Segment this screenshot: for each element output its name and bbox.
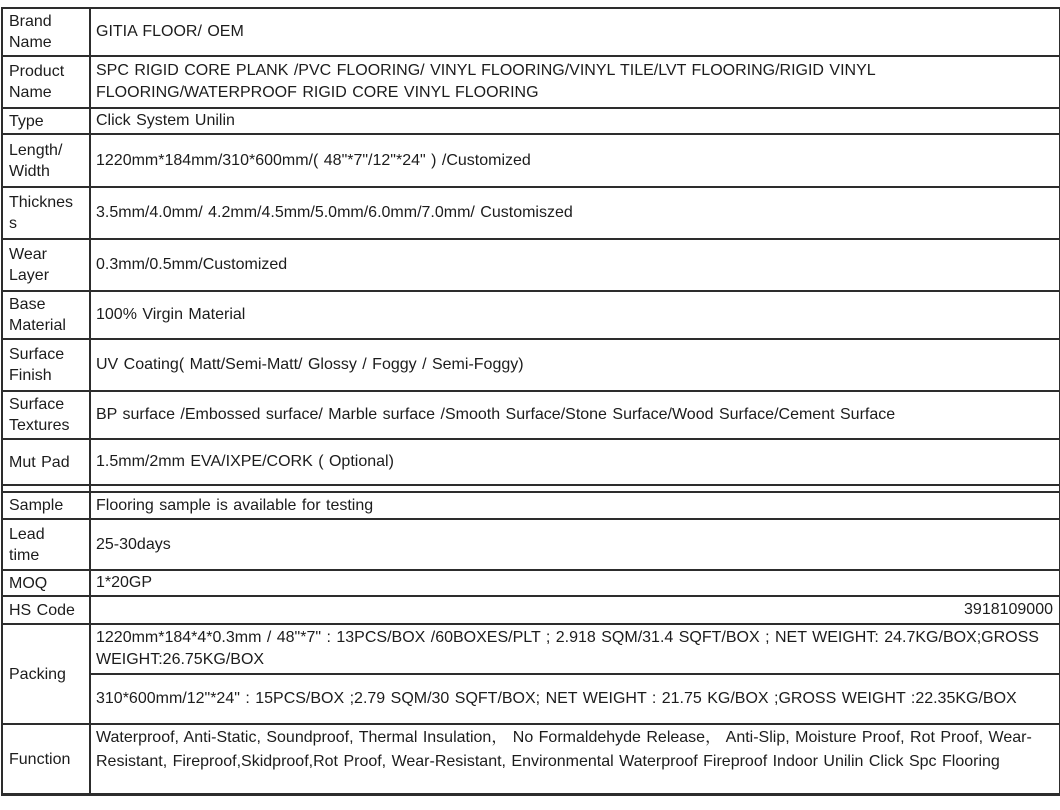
row-value-type: Click System Unilin (90, 108, 1060, 134)
table-row (2, 339, 1060, 391)
table-row (2, 8, 1060, 56)
row-label-sample: Sample (2, 492, 90, 519)
row-value-base-material: 100% Virgin Material (90, 291, 1060, 339)
table-row (2, 570, 1060, 596)
row-label-hs-code: HS Code (2, 596, 90, 624)
table-row (2, 519, 1060, 570)
table-row (2, 56, 1060, 108)
table-row (2, 674, 1060, 724)
gap-cell (90, 485, 1060, 492)
row-label-moq: MOQ (2, 570, 90, 596)
row-value-thickness: 3.5mm/4.0mm/ 4.2mm/4.5mm/5.0mm/6.0mm/7.0mm/ Customiszed (90, 187, 1060, 239)
gap-cell (2, 485, 90, 492)
row-label-brand-name: Brand Name (2, 8, 90, 56)
table-row (2, 239, 1060, 291)
row-value-surface-textures: BP surface /Embossed surface/ Marble surface /Smooth Surface/Stone Surface/Wood Surface/Cement Surface (90, 391, 1060, 439)
row-value-function (90, 724, 1060, 795)
table-row (2, 291, 1060, 339)
row-label-lead-time: Lead time (2, 519, 90, 570)
table-row (2, 108, 1060, 134)
row-value-sample: Flooring sample is available for testing (90, 492, 1060, 519)
table-row (2, 391, 1060, 439)
table-row (2, 724, 1060, 795)
table-row (2, 624, 1060, 674)
table-row (2, 134, 1060, 187)
table-row (2, 596, 1060, 624)
table-row (2, 439, 1060, 485)
row-value-product-name: SPC RIGID CORE PLANK /PVC FLOORING/ VINYL FLOORING/VINYL TILE/LVT FLOORING/RIGID VINYL FLOORING/WATERPROOF RIGID CORE VINYL FLOORING (90, 56, 1060, 108)
row-value-packing-line2: 310*600mm/12"*24" : 15PCS/BOX ;2.79 SQM/30 SQFT/BOX; NET WEIGHT : 21.75 KG/BOX ;GROSS WEIGHT :22.35KG/BOX (90, 674, 1060, 724)
row-value-mut-pad: 1.5mm/2mm EVA/IXPE/CORK ( Optional) (90, 439, 1060, 485)
row-label-length-width: Length/Width (2, 134, 90, 187)
row-label-wear-layer: Wear Layer (2, 239, 90, 291)
row-label-surface-textures: Surface Textures (2, 391, 90, 439)
row-value-moq: 1*20GP (90, 570, 1060, 596)
spec-table (1, 7, 1060, 796)
row-label-type: Type (2, 108, 90, 134)
row-label-base-material: Base Material (2, 291, 90, 339)
function-text: Waterproof, Anti-Static, Soundproof, Thermal Insulation， No Formaldehyde Release， Anti-Slip, Moisture Proof, Rot Proof, Wear-Resistant, Fireproof,Skidproof,Rot Proof, Wear-Resistant, Environmental Waterproof Fireproof Indoor Unilin Click Spc Flooring (96, 729, 1032, 770)
table-row (2, 187, 1060, 239)
row-value-surface-finish: UV Coating( Matt/Semi-Matt/ Glossy / Foggy / Semi-Foggy) (90, 339, 1060, 391)
row-value-lead-time: 25-30days (90, 519, 1060, 570)
row-label-packing: Packing (2, 624, 90, 724)
row-label-mut-pad: Mut Pad (2, 439, 90, 485)
row-label-surface-finish: Surface Finish (2, 339, 90, 391)
row-value-hs-code: 3918109000 (90, 596, 1060, 624)
row-value-wear-layer: 0.3mm/0.5mm/Customized (90, 239, 1060, 291)
row-value-length-width: 1220mm*184mm/310*600mm/( 48"*7"/12"*24" ) /Customized (90, 134, 1060, 187)
row-label-thickness: Thickness (2, 187, 90, 239)
table-divider-gap (2, 485, 1060, 492)
row-label-function: Function (2, 724, 90, 795)
row-value-brand-name: GITIA FLOOR/ OEM (90, 8, 1060, 56)
row-label-product-name: Product Name (2, 56, 90, 108)
row-value-packing-line1: 1220mm*184*4*0.3mm / 48"*7" : 13PCS/BOX /60BOXES/PLT ; 2.918 SQM/31.4 SQFT/BOX ; NET WEIGHT: 24.7KG/BOX;GROSS WEIGHT:26.75KG/BOX (90, 624, 1060, 674)
table-row (2, 492, 1060, 519)
